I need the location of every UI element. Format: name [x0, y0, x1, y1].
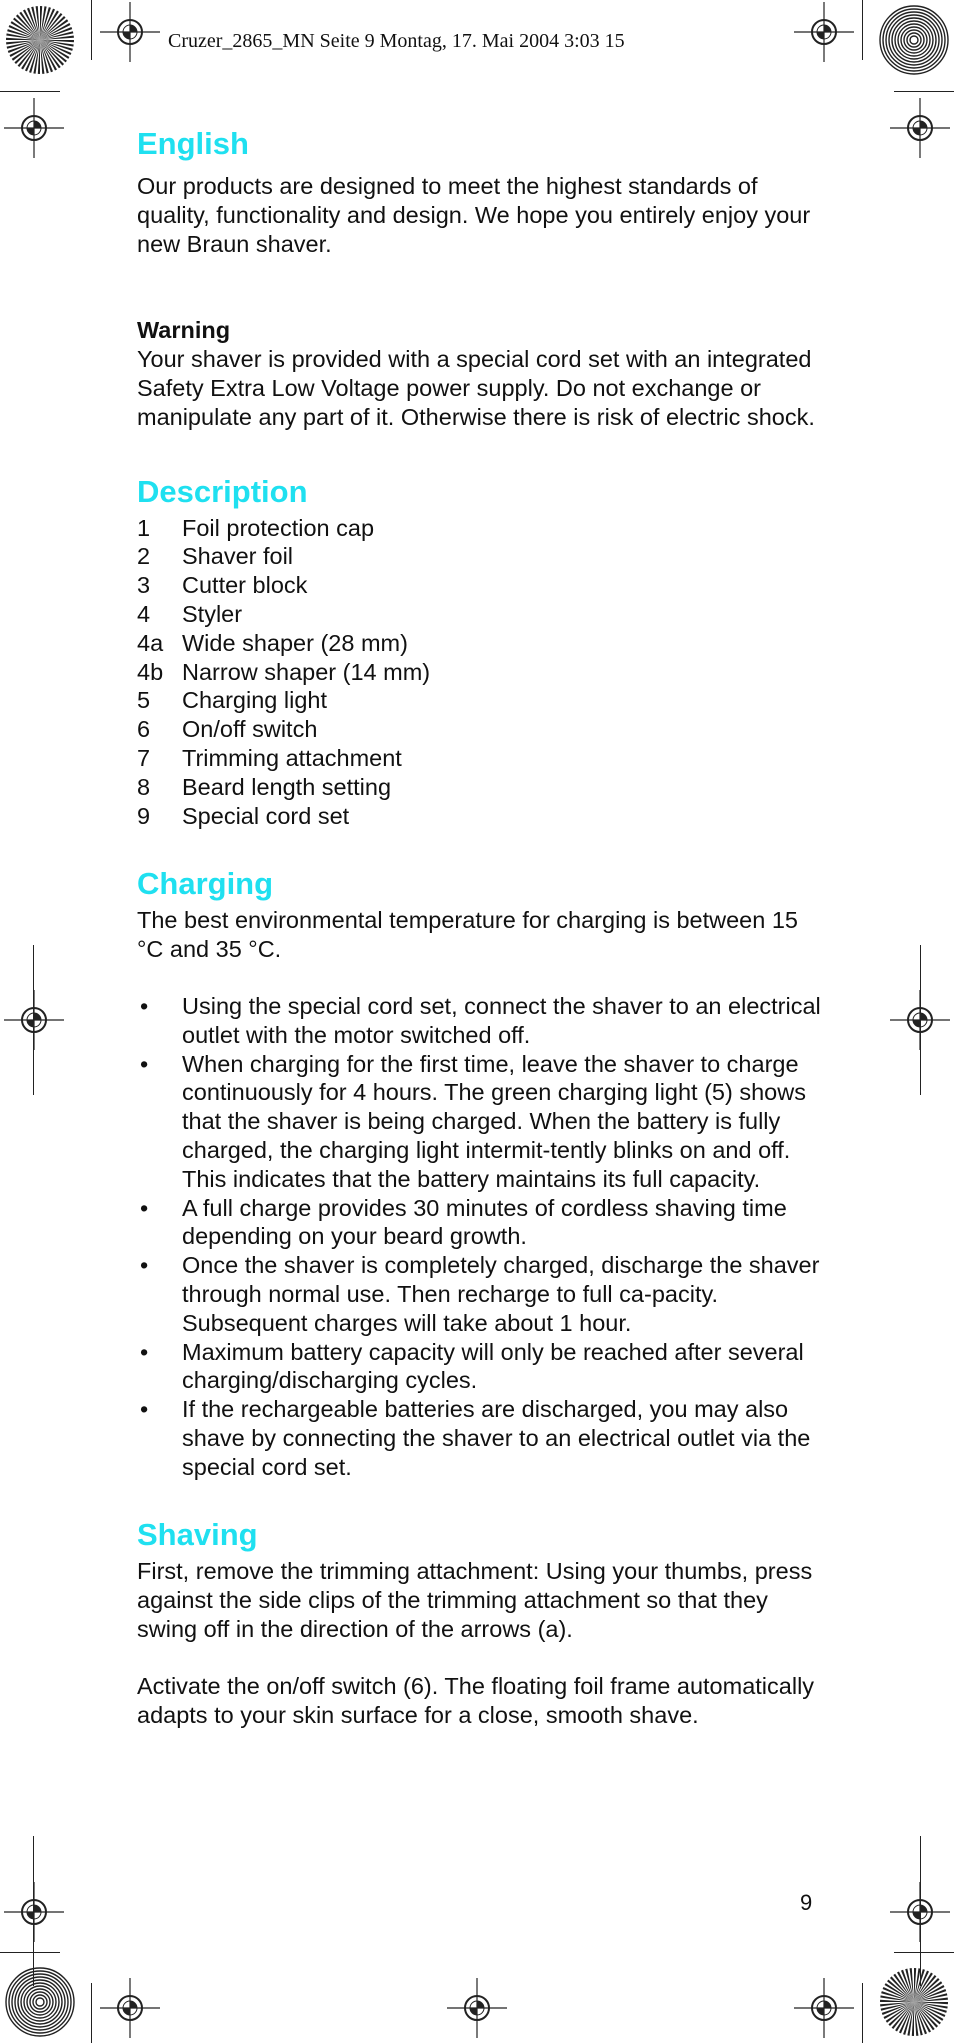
registration-mark-icon	[794, 1978, 854, 2038]
intro-section	[137, 126, 827, 258]
bullet-icon: •	[140, 1194, 149, 1221]
list-item	[137, 571, 827, 600]
item-label: Wide shaper (28 mm)	[182, 629, 408, 656]
warning-section	[137, 316, 827, 431]
crop-line	[33, 945, 34, 1095]
list-item	[137, 744, 827, 773]
list-item	[137, 1050, 827, 1194]
section-heading-charging: Charging	[137, 866, 274, 902]
shaving-paragraph-2: Activate the on/off switch (6). The floating foil frame automatically adapts to your skin surface for a close, smooth shave.	[137, 1672, 815, 1728]
starburst-mark-top-left	[4, 4, 76, 76]
crop-line	[862, 1983, 863, 2043]
shaving-section	[137, 1517, 827, 1729]
item-label: Styler	[182, 600, 243, 627]
item-number: 6	[137, 716, 151, 743]
item-number: 3	[137, 572, 151, 599]
crop-line	[33, 1836, 34, 1986]
item-number: 7	[137, 744, 151, 771]
page-number: 9	[800, 1890, 813, 1915]
starburst-mark-bottom-right	[878, 1966, 950, 2038]
list-item	[137, 1338, 827, 1396]
item-label: Beard length setting	[182, 773, 392, 800]
list-item	[137, 686, 827, 715]
item-number: 1	[137, 514, 151, 541]
registration-mark-icon	[100, 1978, 160, 2038]
list-item	[137, 802, 827, 831]
list-item	[137, 1194, 827, 1252]
registration-mark-icon	[794, 2, 854, 62]
item-label: Foil protection cap	[182, 514, 375, 541]
item-number: 5	[137, 687, 151, 714]
item-number: 8	[137, 773, 151, 800]
crop-line	[0, 1952, 60, 1953]
parts-list	[137, 514, 827, 831]
concentric-mark-bottom-left	[4, 1966, 76, 2038]
registration-mark-icon	[4, 98, 64, 158]
item-number: 9	[137, 802, 151, 829]
bullet-text: If the rechargeable batteries are discharged, you may also shave by connecting the shaver to an electrical outlet via the special cord set.	[182, 1396, 811, 1480]
list-item	[137, 658, 827, 687]
item-number: 4a	[137, 629, 164, 656]
description-section	[137, 474, 827, 831]
bullet-icon: •	[140, 992, 149, 1019]
item-number: 4	[137, 600, 151, 627]
crop-line	[91, 0, 92, 60]
list-item	[137, 992, 827, 1050]
charging-section	[137, 866, 827, 1481]
crop-line	[894, 1952, 954, 1953]
bullet-text: When charging for the first time, leave the shaver to charge continuously for 4 hours. The green charging light (5) shows that the shaver is being charged. When the battery is fully charged, the charging light intermit-tently blinks on and off. This indicates that the battery maintains its full capacity.	[182, 1050, 806, 1192]
item-label: Special cord set	[182, 802, 350, 829]
item-label: Charging light	[182, 687, 328, 714]
bullet-icon: •	[140, 1396, 149, 1423]
section-heading-description: Description	[137, 473, 308, 509]
bullet-icon: •	[140, 1050, 149, 1077]
item-label: Cutter block	[182, 572, 308, 599]
item-label: Shaver foil	[182, 543, 294, 570]
item-number: 2	[137, 543, 151, 570]
item-label: Narrow shaper (14 mm)	[182, 658, 431, 685]
charging-intro: The best environmental temperature for charging is between 15 °C and 35 °C.	[137, 907, 798, 963]
crop-line	[894, 91, 954, 92]
item-label: Trimming attachment	[182, 744, 402, 771]
item-number: 4b	[137, 658, 164, 685]
list-item	[137, 1395, 827, 1481]
section-heading-english: English	[137, 126, 249, 161]
registration-mark-icon	[447, 1978, 507, 2038]
registration-mark-icon	[4, 1882, 64, 1942]
crop-line	[920, 945, 921, 1095]
warning-paragraph: Your shaver is provided with a special cord set with an integrated Safety Extra Low Voltage power supply. Do not exchange or manipulate any part of it. Otherwise there is risk of electric shock.	[137, 346, 815, 430]
list-item	[137, 629, 827, 658]
list-item	[137, 542, 827, 571]
concentric-mark-top-right	[878, 4, 950, 76]
list-item	[137, 600, 827, 629]
print-slug-line: Cruzer_2865_MN Seite 9 Montag, 17. Mai 2004 3:03 15	[168, 30, 625, 52]
crop-line	[0, 91, 60, 92]
bullet-icon: •	[140, 1252, 149, 1279]
page-content	[137, 126, 827, 1729]
list-item	[137, 715, 827, 744]
bullet-text: Once the shaver is completely charged, discharge the shaver through normal use. Then recharge to full ca-pacity. Subsequent charges will take about 1 hour.	[182, 1252, 820, 1336]
charging-bullet-list	[137, 992, 827, 1482]
warning-title: Warning	[137, 317, 231, 344]
list-item	[137, 514, 827, 543]
section-heading-shaving: Shaving	[137, 1517, 258, 1553]
registration-mark-icon	[4, 990, 64, 1050]
registration-mark-icon	[100, 2, 160, 62]
bullet-text: A full charge provides 30 minutes of cordless shaving time depending on your beard growth.	[182, 1194, 787, 1250]
intro-paragraph: Our products are designed to meet the highest standards of quality, functionality and design. We hope you entirely enjoy your new Braun shaver.	[137, 173, 811, 257]
crop-line	[91, 1983, 92, 2043]
list-item	[137, 773, 827, 802]
crop-line	[862, 0, 863, 60]
bullet-text: Maximum battery capacity will only be reached after several charging/discharging cycles.	[182, 1338, 804, 1394]
list-item	[137, 1251, 827, 1337]
item-label: On/off switch	[182, 716, 318, 743]
crop-line	[920, 1836, 921, 1986]
shaving-paragraph-1: First, remove the trimming attachment: Using your thumbs, press against the side clips of the trimming attachment so that they swing off in the direction of the arrows (a).	[137, 1558, 813, 1643]
registration-mark-icon	[890, 98, 950, 158]
bullet-icon: •	[140, 1338, 149, 1365]
bullet-text: Using the special cord set, connect the shaver to an electrical outlet with the motor switched off.	[182, 992, 821, 1048]
